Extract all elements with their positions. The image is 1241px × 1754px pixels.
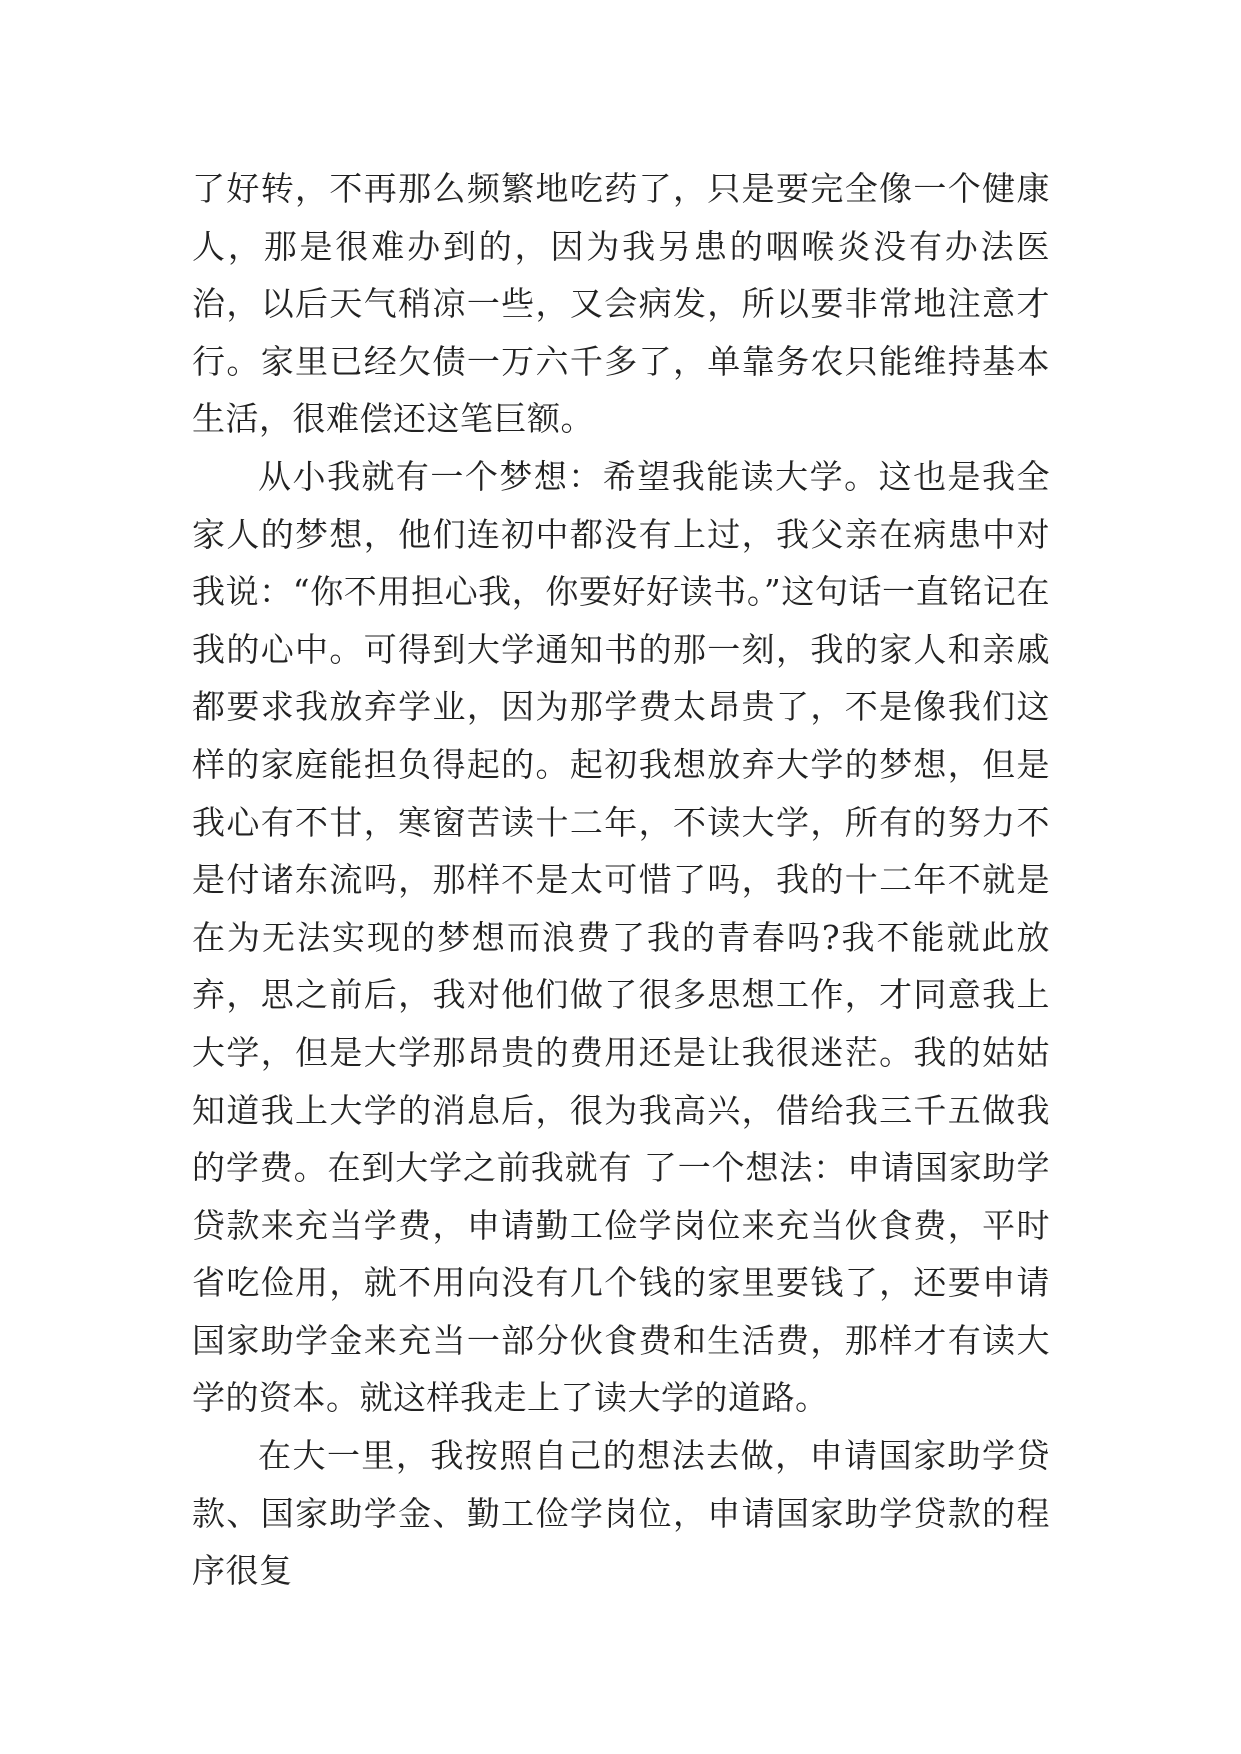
paragraph-2: 从小我就有一个梦想：希望我能读大学。这也是我全家人的梦想，他们连初中都没有上过，我父亲在病患中对我说：“你不用担心我，你要好好读书。”这句话一直铭记在我的心中。可得到大学通知书的那一刻，我的家人和亲戚都要求我放弃学业，因为那学费太昂贵了，不是像我们这样的家庭能担负得起的。起初我想放弃大学的梦想，但是我心有不甘，寒窗苦读十二年，不读大学，所有的努力不是付诸东流吗，那样不是太可惜了吗，我的十二年不就是在为无法实现的梦想而浪费了我的青春吗?我不能就此放弃，思之前后，我对他们做了很多思想工作，才同意我上大学，但是大学那昂贵的费用还是让我很迷茫。我的姑姑知道我上大学的消息后，很为我高兴，借给我三千五做我的学费。在到大学之前我就有 了一个想法：申请国家助学贷款来充当学费，申请勤工俭学岗位来充当伙食费，平时省吃俭用，就不用向没有几个钱的家里要钱了，还要申请国家助学金来充当一部分伙食费和生活费，那样才有读大学的资本。就这样我走上了读大学的道路。 xyxy=(192,456,1050,1418)
paragraph-3: 在大一里，我按照自己的想法去做，申请国家助学贷款、国家助学金、勤工俭学岗位，申请国家助学贷款的程序很复 xyxy=(192,1436,1050,1591)
paragraph-1: 了好转，不再那么频繁地吃药了，只是要完全像一个健康人，那是很难办到的，因为我另患的咽喉炎没有办法医治，以后天气稍凉一些，又会病发，所以要非常地注意才行。家里已经欠债一万六千多了，单靠务农只能维持基本生活，很难偿还这笔巨额。 xyxy=(192,169,1050,439)
document-body xyxy=(192,160,1050,1600)
